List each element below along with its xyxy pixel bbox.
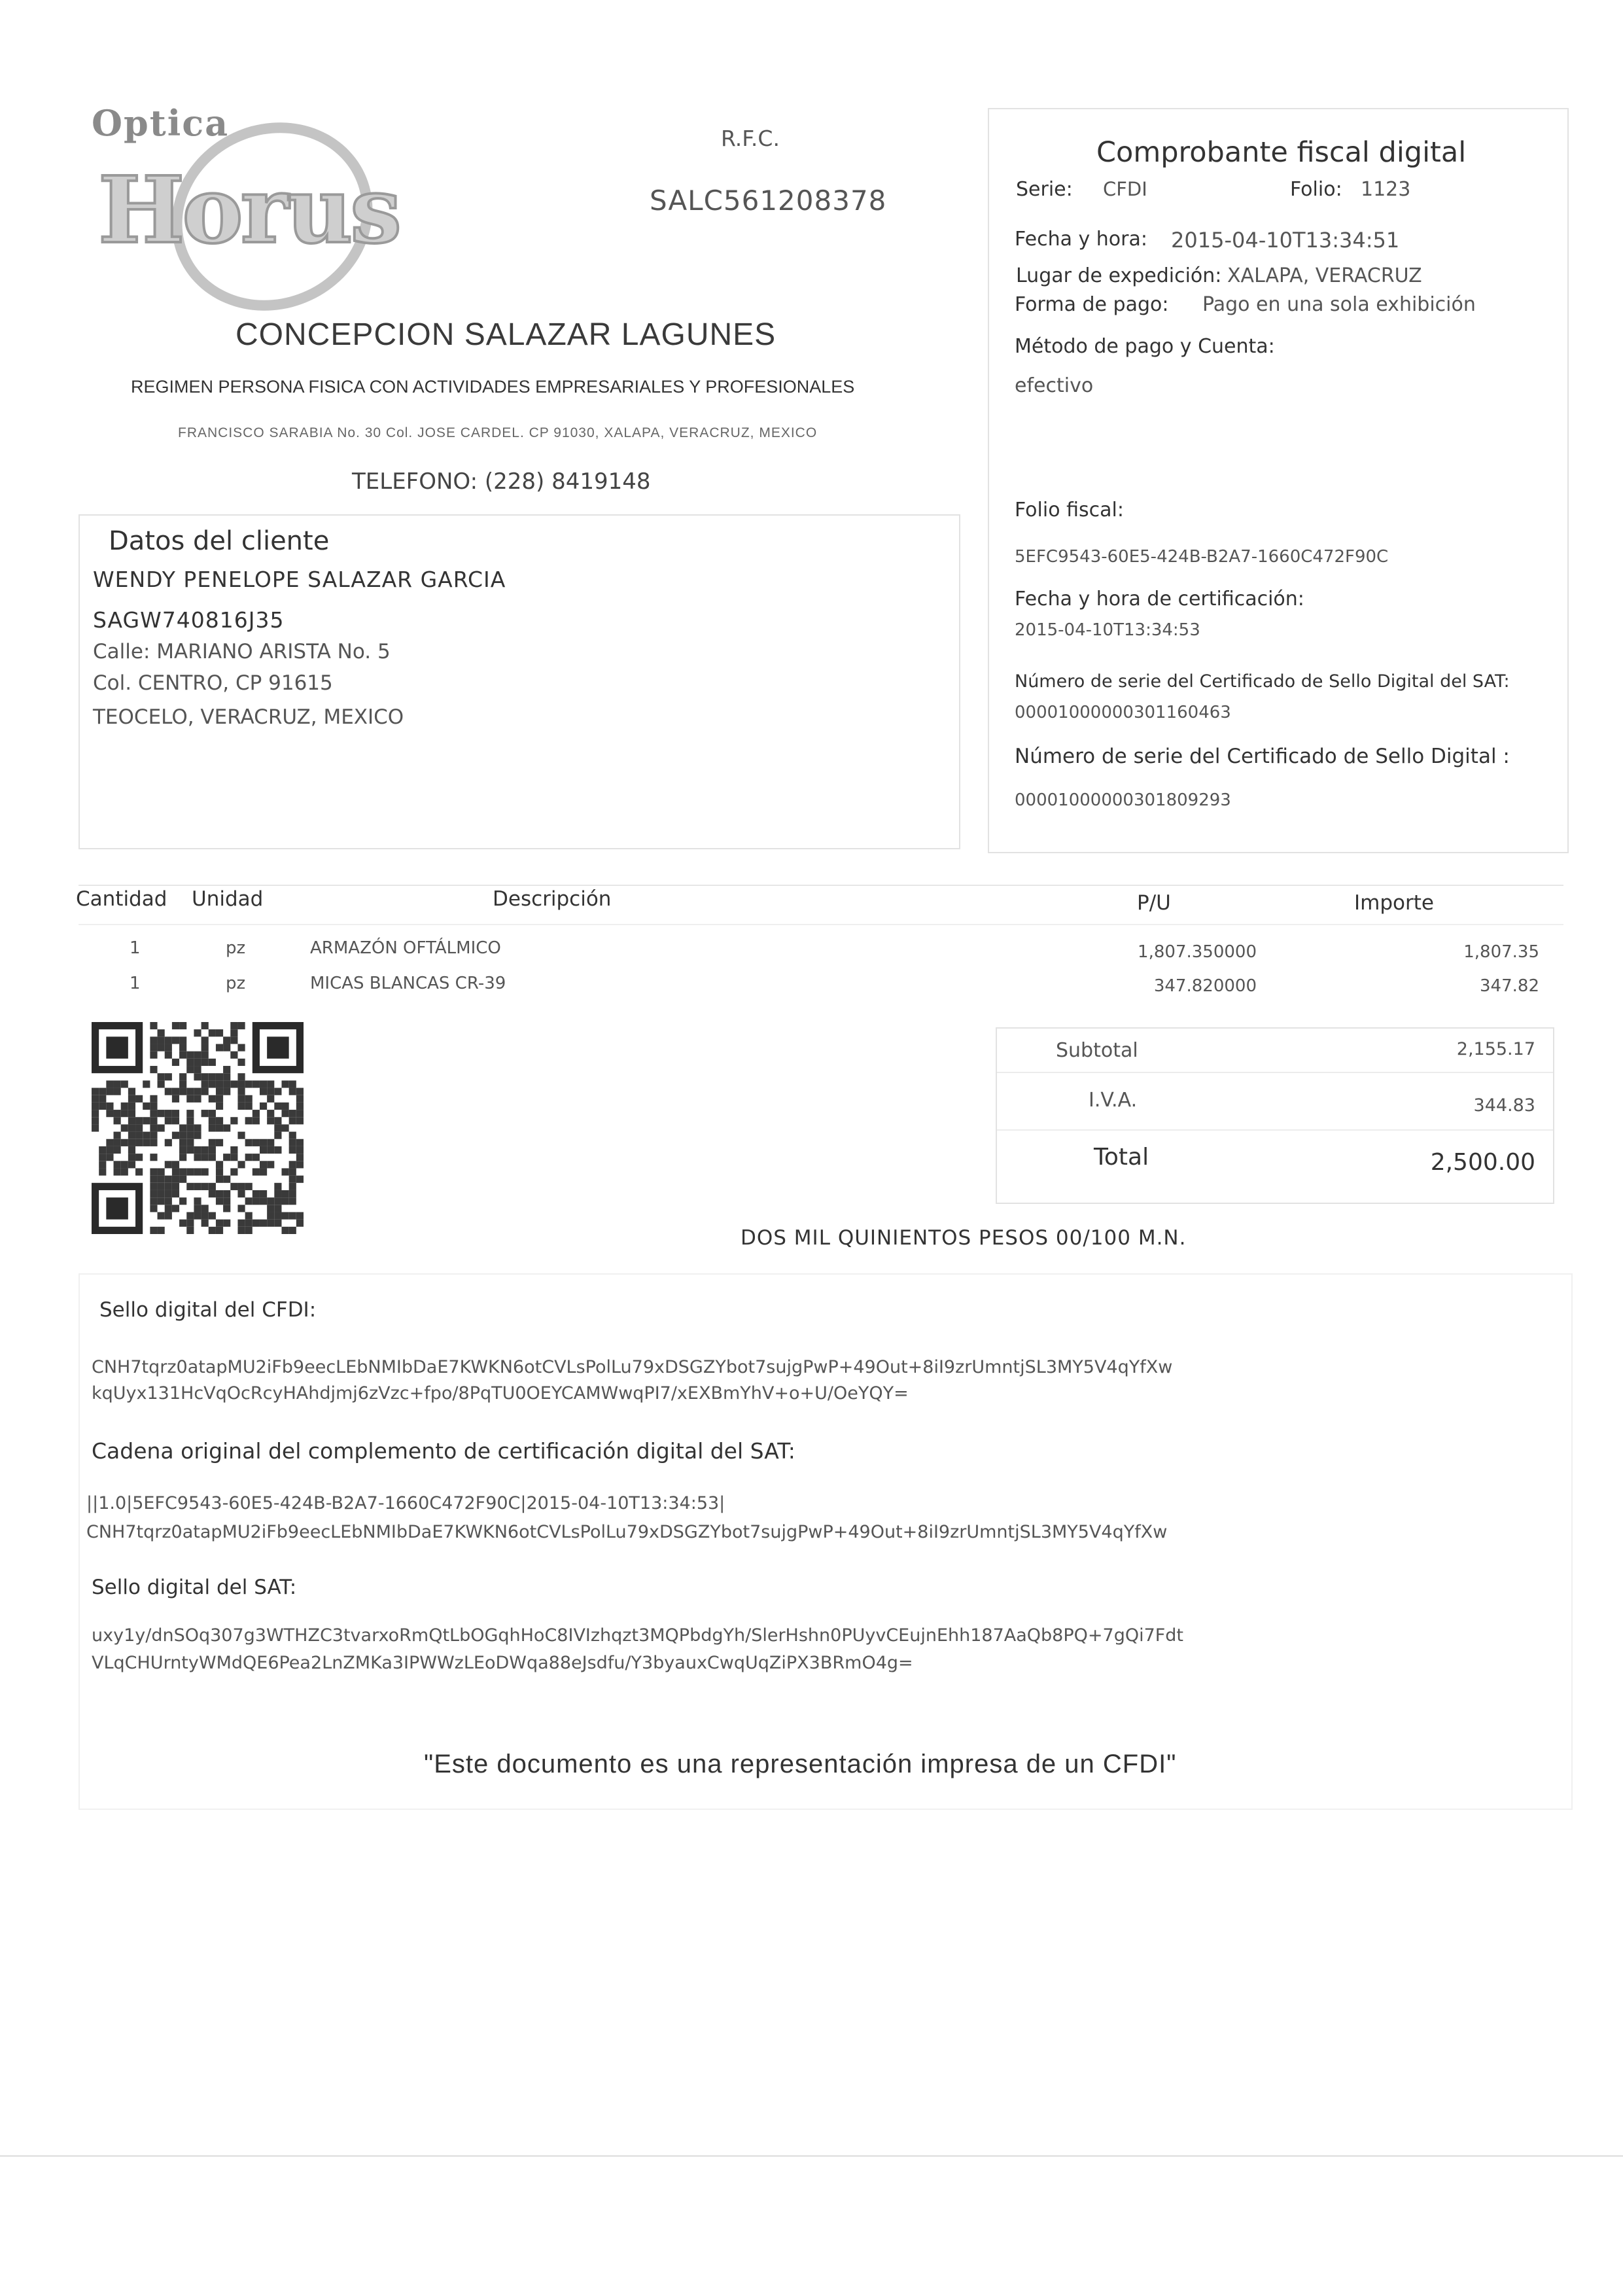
cert-fecha-label: Fecha y hora de certificación: [1015, 588, 1304, 610]
metodo-label: Método de pago y Cuenta: [1015, 335, 1275, 358]
folio-value: 1123 [1361, 178, 1411, 201]
row-unidad: pz [226, 974, 246, 993]
subtotal-label: Subtotal [1056, 1039, 1138, 1062]
client-rfc: SAGW740816J35 [93, 607, 285, 633]
sello-sat-line2: VLqCHUrntyWMdQE6Pea2LnZMKa3IPWWzLEoDWqa88eJsdfu/Y3byauxCwqUqZiPX3BRmO4g= [92, 1653, 913, 1673]
fiscal-title: Comprobante fiscal digital [1096, 136, 1467, 169]
metodo-value: efectivo [1015, 374, 1094, 397]
cadena-line2: CNH7tqrz0atapMU2iFb9eecLEbNMIbDaE7KWKN6otCVLsPolLu79xDSGZYbot7sujgPwP+49Out+8iI9zrUmntjSL3MY5V4qYfXw [86, 1522, 1168, 1542]
row-descripcion: MICAS BLANCAS CR-39 [310, 974, 506, 993]
total-value: 2,500.00 [1430, 1149, 1535, 1176]
sat-cert-value: 00001000000301160463 [1015, 703, 1231, 722]
row-pu: 1,807.350000 [1138, 942, 1257, 962]
items-header-divider [79, 924, 1563, 925]
serie-value: CFDI [1103, 178, 1147, 200]
issuer-name: CONCEPCION SALAZAR LAGUNES [236, 317, 777, 352]
company-logo [85, 98, 451, 308]
forma-label: Forma de pago: [1015, 293, 1169, 316]
scan-edge [0, 2155, 1623, 2157]
totals-divider-1 [997, 1072, 1553, 1073]
client-city: TEOCELO, VERACRUZ, MEXICO [93, 705, 404, 729]
qr-code [92, 1022, 304, 1234]
subtotal-value: 2,155.17 [1456, 1039, 1535, 1059]
row-importe: 1,807.35 [1463, 942, 1539, 962]
cadena-title: Cadena original del complemento de certificación digital del SAT: [92, 1438, 795, 1464]
cert-label: Número de serie del Certificado de Sello Digital : [1015, 745, 1510, 768]
sat-cert-label: Número de serie del Certificado de Sello Digital del SAT: [1015, 671, 1510, 692]
cert-value: 00001000000301809293 [1015, 790, 1231, 810]
issuer-address: FRANCISCO SARABIA No. 30 Col. JOSE CARDEL. CP 91030, XALAPA, VERACRUZ, MEXICO [178, 425, 818, 440]
col-importe: Importe [1354, 891, 1434, 915]
lugar-value: XALAPA, VERACRUZ [1227, 264, 1422, 287]
items-divider [79, 885, 1563, 886]
col-pu: P/U [1137, 891, 1171, 915]
client-colonia: Col. CENTRO, CP 91615 [93, 671, 333, 695]
folio-fiscal-label: Folio fiscal: [1015, 499, 1124, 521]
amount-in-words: DOS MIL QUINIENTOS PESOS 00/100 M.N. [741, 1226, 1187, 1250]
client-street: Calle: MARIANO ARISTA No. 5 [93, 640, 391, 663]
forma-value: Pago en una sola exhibición [1202, 293, 1476, 316]
iva-value: 344.83 [1473, 1095, 1535, 1116]
fiscal-box [988, 108, 1569, 853]
sello-sat-line1: uxy1y/dnSOq307g3WTHZC3tvarxoRmQtLbOGqhHoC8IVIzhqzt3MQPbdgYh/SlerHshn0PUyvCEujnEhh187AaQb8PQ+7gQi7Fdt [92, 1625, 1184, 1646]
fecha-value: 2015-04-10T13:34:51 [1171, 228, 1400, 253]
client-name: WENDY PENELOPE SALAZAR GARCIA [93, 567, 506, 592]
logo-small-text: Optica [92, 102, 230, 144]
serie-label: Serie: [1016, 178, 1073, 201]
client-title: Datos del cliente [109, 526, 330, 556]
sello-sat-title: Sello digital del SAT: [92, 1576, 297, 1599]
lugar-label: Lugar de expedición: [1016, 264, 1222, 287]
footer-note: "Este documento es una representación impresa de un CFDI" [424, 1750, 1177, 1778]
row-cantidad: 1 [130, 974, 141, 993]
rfc-label: R.F.C. [721, 126, 780, 151]
col-descripcion: Descripción [493, 887, 612, 911]
folio-label: Folio: [1290, 178, 1342, 201]
totals-divider-2 [997, 1129, 1553, 1131]
issuer-phone: TELEFONO: (228) 8419148 [352, 468, 651, 495]
sello-cfdi-title: Sello digital del CFDI: [99, 1298, 317, 1322]
row-descripcion: ARMAZÓN OFTÁLMICO [310, 938, 501, 958]
fecha-label: Fecha y hora: [1015, 228, 1147, 251]
logo-big-text: Horus [98, 157, 400, 264]
row-cantidad: 1 [130, 938, 141, 958]
folio-fiscal-value: 5EFC9543-60E5-424B-B2A7-1660C472F90C [1015, 547, 1389, 567]
issuer-rfc: SALC561208378 [650, 185, 887, 217]
iva-label: I.V.A. [1089, 1089, 1138, 1112]
row-importe: 347.82 [1480, 976, 1539, 996]
cert-fecha-value: 2015-04-10T13:34:53 [1015, 620, 1200, 640]
row-unidad: pz [226, 938, 246, 958]
col-unidad: Unidad [192, 887, 264, 911]
sello-cfdi-line2: kqUyx131HcVqOcRcyHAhdjmj6zVzc+fpo/8PqTU0OEYCAMWwqPI7/xEXBmYhV+o+U/OeYQY= [92, 1383, 909, 1404]
cadena-line1: ||1.0|5EFC9543-60E5-424B-B2A7-1660C472F90C|2015-04-10T13:34:53| [86, 1493, 725, 1513]
row-pu: 347.820000 [1153, 976, 1257, 996]
col-cantidad: Cantidad [76, 887, 167, 911]
total-label: Total [1094, 1144, 1149, 1171]
issuer-regimen: REGIMEN PERSONA FISICA CON ACTIVIDADES EMPRESARIALES Y PROFESIONALES [131, 377, 855, 397]
sello-cfdi-line1: CNH7tqrz0atapMU2iFb9eecLEbNMIbDaE7KWKN6otCVLsPolLu79xDSGZYbot7sujgPwP+49Out+8iI9zrUmntjSL3MY5V4qYfXw [92, 1357, 1173, 1377]
